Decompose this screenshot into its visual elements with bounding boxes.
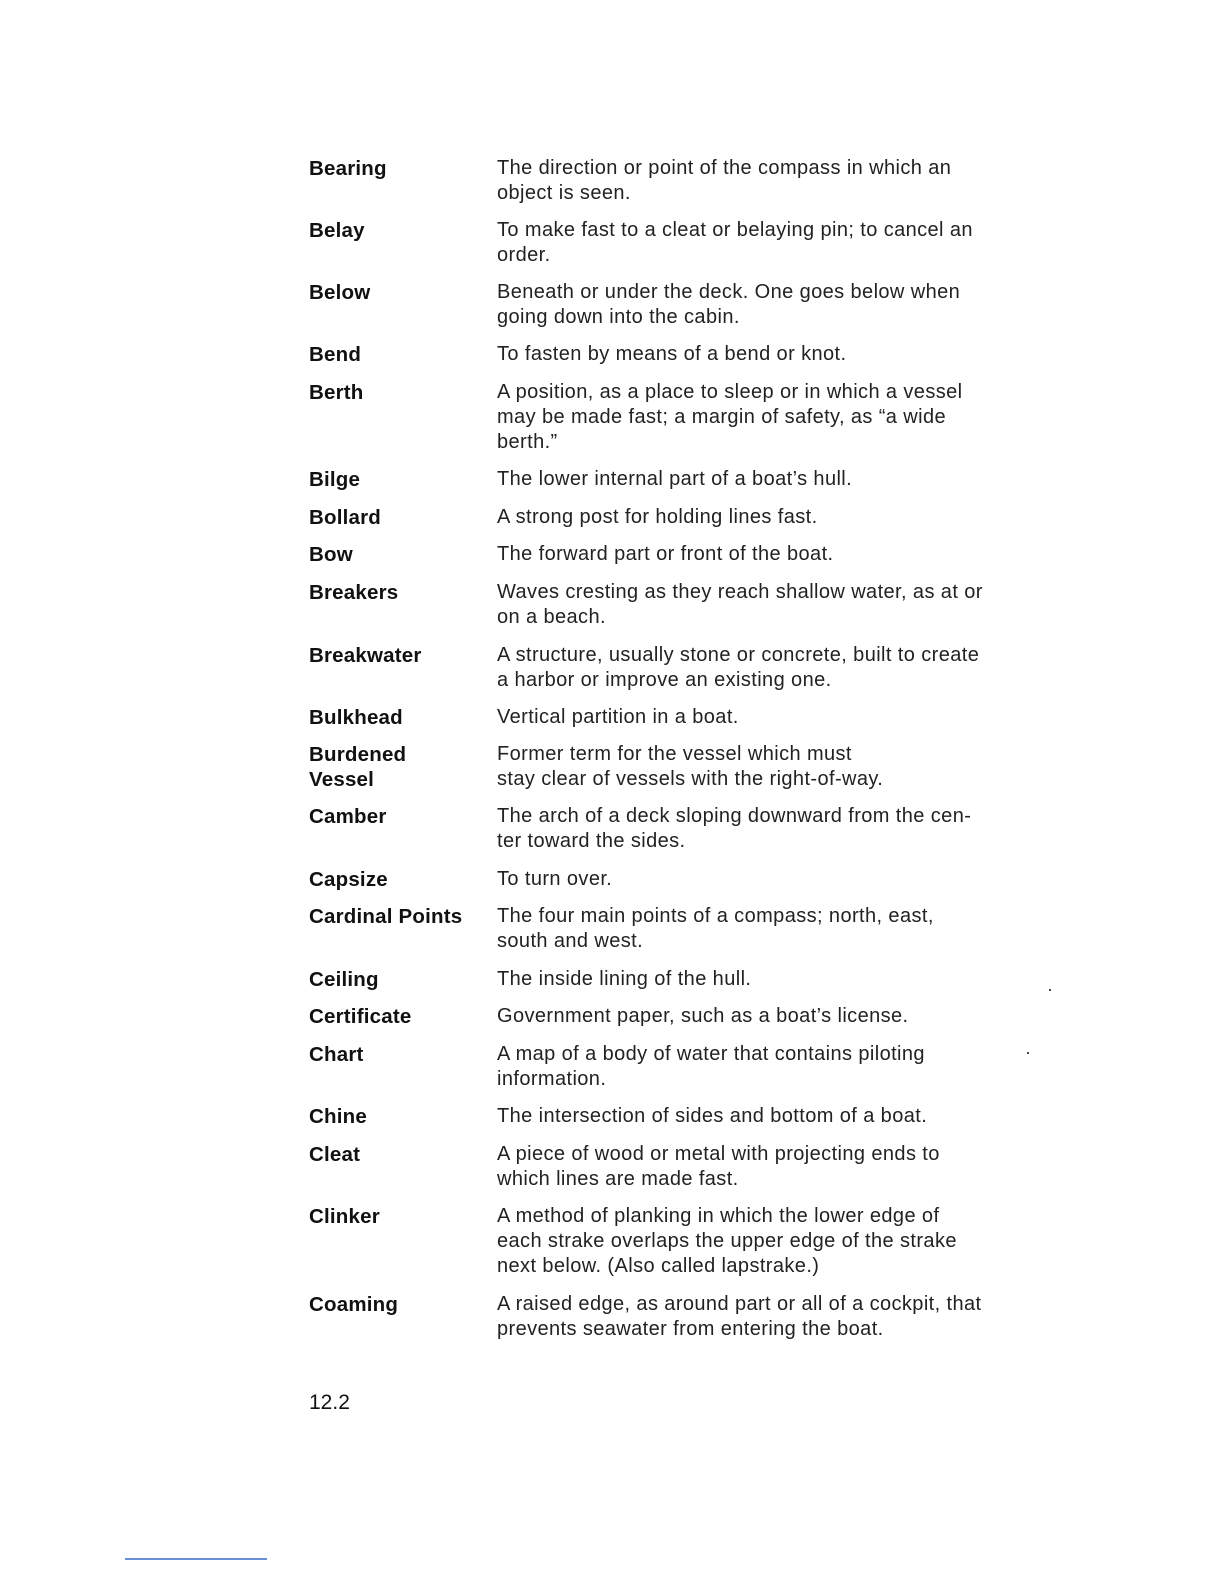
definition-line: A map of a body of water that contains piloting: [497, 1043, 925, 1065]
definition-line: object is seen.: [497, 182, 631, 204]
definition-line: To make fast to a cleat or belaying pin; to cancel an: [497, 219, 973, 241]
glossary-term: Capsize: [309, 868, 388, 891]
glossary-definition: [497, 342, 1039, 367]
glossary-definition: [497, 904, 1039, 954]
glossary-term: Bow: [309, 543, 353, 566]
glossary-term: Bearing: [309, 157, 387, 180]
glossary-entry: [309, 580, 1039, 630]
glossary-entry: [309, 342, 1039, 367]
definition-line: A structure, usually stone or concrete, built to create: [497, 644, 980, 666]
glossary-definition: [497, 1104, 1039, 1129]
glossary-term: Cleat: [309, 1143, 361, 1166]
glossary-entry: [309, 867, 1039, 892]
definition-line: next below. (Also called lapstrake.): [497, 1255, 820, 1277]
term-line: Vessel: [309, 768, 375, 791]
glossary-entry: [309, 742, 1039, 792]
definition-line: A piece of wood or metal with projecting ends to: [497, 1143, 940, 1165]
bottom-rule: [125, 1558, 267, 1560]
glossary-entry: [309, 643, 1039, 693]
glossary-entry: [309, 218, 1039, 268]
glossary-definition: [497, 156, 1039, 206]
definition-line: order.: [497, 244, 551, 266]
glossary-term: Bend: [309, 343, 362, 366]
definition-line: Beneath or under the deck. One goes below when: [497, 281, 961, 303]
definition-line: south and west.: [497, 930, 644, 952]
glossary-entry: [309, 804, 1039, 854]
definition-line: To turn over.: [497, 868, 613, 890]
glossary-term: Chine: [309, 1105, 367, 1128]
definition-line: To fasten by means of a bend or knot.: [497, 343, 847, 365]
definition-line: going down into the cabin.: [497, 306, 740, 328]
definition-line: A strong post for holding lines fast.: [497, 506, 818, 528]
glossary-term: Certificate: [309, 1005, 412, 1028]
glossary-term: Breakers: [309, 581, 399, 604]
definition-line: stay clear of vessels with the right-of-way.: [497, 768, 884, 790]
glossary-entry: [309, 1104, 1039, 1129]
glossary-definition: [497, 742, 1039, 792]
glossary-definition: [497, 804, 1039, 854]
glossary-definition: [497, 380, 1039, 455]
definition-line: A position, as a place to sleep or in which a vessel: [497, 381, 963, 403]
glossary-definition: [497, 1292, 1039, 1342]
glossary-definition: [497, 580, 1039, 630]
definition-line: The lower internal part of a boat’s hull.: [497, 468, 853, 490]
glossary-term: Bilge: [309, 468, 361, 491]
glossary-definition: [497, 705, 1039, 730]
definition-line: prevents seawater from entering the boat.: [497, 1318, 884, 1340]
definition-line: information.: [497, 1068, 607, 1090]
glossary-entry: [309, 967, 1039, 992]
glossary-entry: [309, 1142, 1039, 1192]
glossary-term: [309, 742, 497, 792]
glossary-entry: [309, 1292, 1039, 1342]
scan-speck: [1027, 1052, 1029, 1054]
definition-line: ter toward the sides.: [497, 830, 686, 852]
glossary-definition: [497, 218, 1039, 268]
glossary-term: Camber: [309, 805, 387, 828]
definition-line: The forward part or front of the boat.: [497, 543, 834, 565]
glossary-term: Belay: [309, 219, 365, 242]
glossary-definition: [497, 280, 1039, 330]
glossary-term: Berth: [309, 381, 364, 404]
glossary-term: Bulkhead: [309, 706, 403, 729]
definition-line: Former term for the vessel which must: [497, 743, 852, 765]
glossary-term: Below: [309, 281, 371, 304]
glossary-term: Breakwater: [309, 644, 422, 667]
glossary-entry: [309, 505, 1039, 530]
glossary-entry: [309, 380, 1039, 455]
glossary-definition: [497, 1142, 1039, 1192]
glossary: [309, 156, 1039, 1342]
scan-speck: [1049, 989, 1051, 991]
definition-line: The intersection of sides and bottom of a boat.: [497, 1105, 928, 1127]
glossary-definition: [497, 1004, 1039, 1029]
definition-line: on a beach.: [497, 606, 606, 628]
glossary-entry: [309, 542, 1039, 567]
glossary-term: Clinker: [309, 1205, 380, 1228]
glossary-term: Ceiling: [309, 968, 379, 991]
definition-line: Government paper, such as a boat’s license.: [497, 1005, 909, 1027]
definition-line: which lines are made fast.: [497, 1168, 739, 1190]
glossary-entry: [309, 156, 1039, 206]
term-line: Burdened: [309, 743, 407, 766]
glossary-entry: [309, 1042, 1039, 1092]
definition-line: A method of planking in which the lower edge of: [497, 1205, 940, 1227]
glossary-definition: [497, 1042, 1039, 1092]
glossary-term: Coaming: [309, 1293, 399, 1316]
glossary-entry: [309, 467, 1039, 492]
glossary-definition: [497, 467, 1039, 492]
glossary-entry: [309, 705, 1039, 730]
definition-line: each strake overlaps the upper edge of the strake: [497, 1230, 957, 1252]
glossary-entry: [309, 1004, 1039, 1029]
glossary-term: Chart: [309, 1043, 364, 1066]
definition-line: Vertical partition in a boat.: [497, 706, 739, 728]
glossary-definition: [497, 505, 1039, 530]
glossary-definition: [497, 643, 1039, 693]
page-number: 12.2: [309, 1391, 350, 1414]
definition-line: berth.”: [497, 431, 558, 453]
definition-line: may be made fast; a margin of safety, as “a wide: [497, 406, 947, 428]
glossary-definition: [497, 1204, 1039, 1279]
glossary-definition: [497, 967, 1039, 992]
glossary-entry: [309, 280, 1039, 330]
definition-line: Waves cresting as they reach shallow water, as at or: [497, 581, 983, 603]
definition-line: a harbor or improve an existing one.: [497, 669, 832, 691]
glossary-entry: [309, 904, 1039, 954]
glossary-term: Cardinal Points: [309, 905, 463, 928]
definition-line: A raised edge, as around part or all of a cockpit, that: [497, 1293, 982, 1315]
glossary-definition: [497, 867, 1039, 892]
glossary-term: Bollard: [309, 506, 382, 529]
definition-line: The four main points of a compass; north, east,: [497, 905, 934, 927]
glossary-entry: [309, 1204, 1039, 1279]
definition-line: The direction or point of the compass in which an: [497, 157, 952, 179]
glossary-definition: [497, 542, 1039, 567]
definition-line: The arch of a deck sloping downward from the cen-: [497, 805, 972, 827]
definition-line: The inside lining of the hull.: [497, 968, 752, 990]
